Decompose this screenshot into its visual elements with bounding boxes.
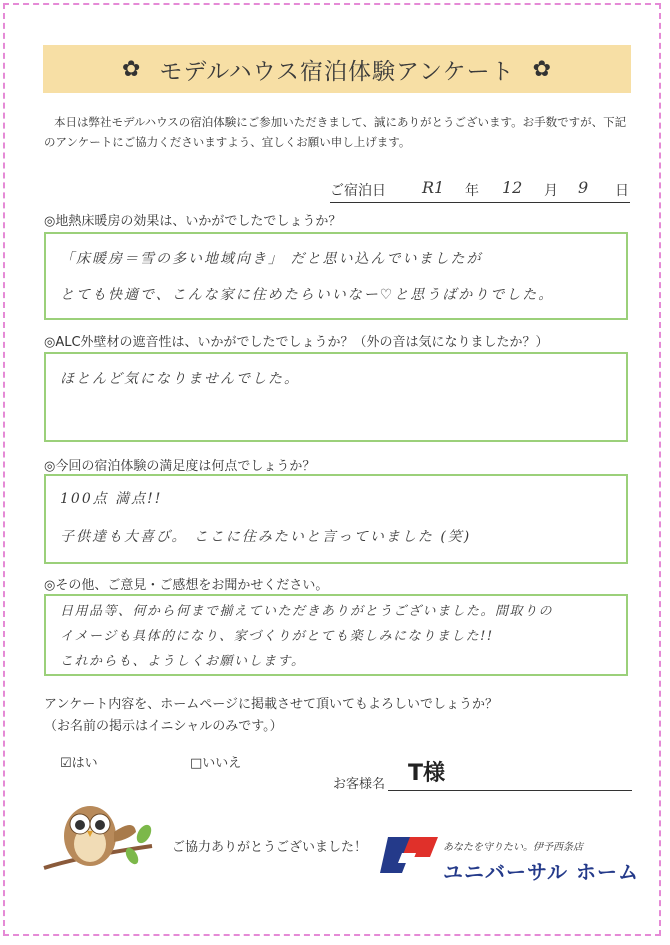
customer-name: T様 (408, 761, 446, 786)
company-name: ユニバーサル ホーム (443, 860, 639, 884)
answer-line: 日用品等、何から何まで揃えていただきありがとうございました。間取りの (60, 604, 554, 619)
answer-line: 「床暖房＝雪の多い地域向き」 だと思い込んでいましたが (60, 251, 483, 267)
answer-line: これからも、ようしくお願いします。 (60, 654, 306, 669)
title-banner (43, 45, 631, 93)
flower-icon: ✿ (121, 56, 142, 82)
answer-comments (44, 594, 628, 676)
flower-icon: ✿ (532, 56, 553, 82)
answer-heating (44, 232, 628, 320)
stay-date-label: ご宿泊日 (330, 183, 386, 199)
answer-soundproof (44, 352, 628, 442)
consent-line: アンケート内容を、ホームページに掲載させて頂いてもよろしいでしょうか？ (44, 697, 498, 712)
answer-line: 100点 満点!! (60, 491, 163, 507)
answer-line: ほとんど気になりませんでした。 (60, 371, 300, 387)
month-unit: 月 (544, 183, 558, 199)
customer-name-label: お客様名 (333, 777, 386, 792)
customer-name-field (388, 756, 632, 791)
day-unit: 日 (615, 183, 629, 199)
question-comments: ◎その他、ご意見・ご感想をお聞かせください。 (44, 578, 329, 593)
intro-text: 本日は弊社モデルハウスの宿泊体験にご参加いただきまして、誠にありがとうございます。お手数ですが、下記のアンケートにご協力くださいますよう、宜しくお願い申し上げます。 (44, 115, 627, 149)
yes-checkbox[interactable]: ☑はい (60, 756, 98, 771)
consent-question (44, 694, 498, 738)
answer-line: イメージも具体的になり、家づくりがとても楽しみになりました!! (60, 629, 494, 644)
stay-date-field (330, 176, 630, 203)
answer-line: とても快適で、こんな家に住めたらいいなー♡と思うばかりでした。 (60, 287, 555, 303)
company-tagline: あなたを守りたい。伊予西条店 (443, 842, 583, 853)
year-unit: 年 (465, 183, 479, 199)
company-logo-icon (380, 833, 440, 877)
thanks-message: ご協力ありがとうございました！ (172, 840, 368, 855)
question-soundproof: ◎ALC外壁材の遮音性は、いかがでしたでしょうか？（外の音は気になりましたか？） (44, 335, 549, 350)
page-title: モデルハウス宿泊体験アンケート (159, 58, 515, 85)
question-heating: ◎地熱床暖房の効果は、いかがでしたでしょうか？ (44, 214, 342, 229)
answer-line: 子供達も大喜び。 ここに住みたいと言っていました (笑) (60, 529, 472, 545)
stay-date-month: 12 (502, 178, 523, 197)
no-checkbox[interactable]: □いいえ (190, 756, 242, 771)
stay-date-era: R1 (422, 178, 445, 197)
question-satisfaction: ◎今回の宿泊体験の満足度は何点でしょうか？ (44, 459, 316, 474)
answer-satisfaction (44, 474, 628, 564)
owl-icon (42, 798, 162, 878)
consent-note: （お名前の掲示はイニシャルのみです。） (44, 719, 283, 734)
stay-date-day: 9 (578, 178, 589, 197)
